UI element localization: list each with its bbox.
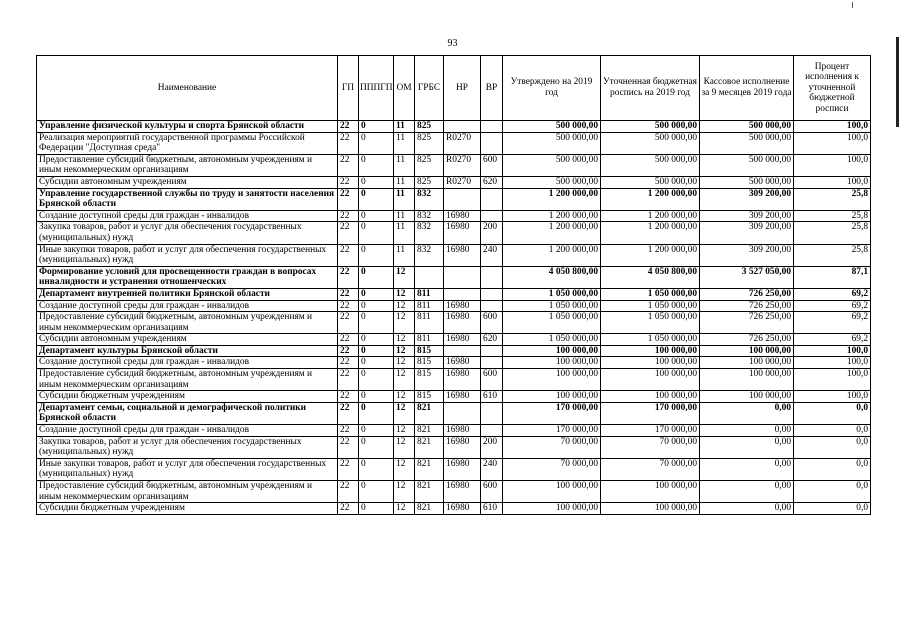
cell-pppgp: 0 — [359, 458, 394, 480]
table-row — [37, 402, 871, 424]
cell-refined: 1 050 000,00 — [601, 312, 700, 334]
cell-approved: 100 000,00 — [503, 481, 601, 503]
cell-vr: 620 — [481, 334, 503, 346]
cell-om: 11 — [394, 222, 415, 244]
cell-vr: 600 — [481, 369, 503, 391]
cell-om: 11 — [394, 210, 415, 222]
cell-refined: 500 000,00 — [601, 154, 700, 176]
cell-om: 12 — [394, 300, 415, 312]
cell-cash: 309 200,00 — [700, 210, 794, 222]
header-grbs: ГРБС — [415, 56, 444, 121]
cell-refined: 100 000,00 — [601, 481, 700, 503]
cell-gp: 22 — [338, 458, 359, 480]
cell-om: 11 — [394, 244, 415, 266]
cell-vr — [481, 425, 503, 437]
page-number: 93 — [447, 38, 458, 49]
cell-pppgp: 0 — [359, 402, 394, 424]
cell-refined: 1 200 000,00 — [601, 210, 700, 222]
cell-refined: 500 000,00 — [601, 121, 700, 133]
cell-cash: 726 250,00 — [700, 312, 794, 334]
cell-percent: 100,0 — [794, 345, 871, 357]
cell-grbs: 821 — [415, 481, 444, 503]
header-refined: Уточненная бюджетная роспись на 2019 год — [601, 56, 700, 121]
cell-approved: 1 050 000,00 — [503, 334, 601, 346]
cell-nr — [444, 121, 481, 133]
cell-refined: 70 000,00 — [601, 436, 700, 458]
cell-vr — [481, 300, 503, 312]
cell-percent: 0,0 — [794, 458, 871, 480]
cell-approved: 100 000,00 — [503, 357, 601, 369]
cell-pppgp: 0 — [359, 132, 394, 154]
cell-grbs — [415, 266, 444, 288]
cell-om: 11 — [394, 188, 415, 210]
cell-cash: 0,00 — [700, 425, 794, 437]
cell-om: 11 — [394, 132, 415, 154]
cell-name: Иные закупки товаров, работ и услуг для обеспечения государственных (муниципальных) нужд — [37, 244, 338, 266]
table-row — [37, 334, 871, 346]
table-row — [37, 244, 871, 266]
cell-cash: 500 000,00 — [700, 176, 794, 188]
cell-pppgp: 0 — [359, 176, 394, 188]
cell-nr — [444, 345, 481, 357]
table-row — [37, 132, 871, 154]
cell-vr — [481, 121, 503, 133]
cell-grbs: 811 — [415, 334, 444, 346]
cell-om: 12 — [394, 334, 415, 346]
cell-grbs: 832 — [415, 210, 444, 222]
cell-approved: 500 000,00 — [503, 121, 601, 133]
cell-approved: 500 000,00 — [503, 154, 601, 176]
cell-gp: 22 — [338, 121, 359, 133]
cell-nr: R0270 — [444, 176, 481, 188]
cell-approved: 170 000,00 — [503, 402, 601, 424]
cell-gp: 22 — [338, 402, 359, 424]
cell-percent: 0,0 — [794, 436, 871, 458]
cell-refined: 100 000,00 — [601, 345, 700, 357]
cell-om: 12 — [394, 288, 415, 300]
cell-pppgp: 0 — [359, 288, 394, 300]
cell-grbs: 832 — [415, 244, 444, 266]
cell-name: Реализация мероприятий государственной программы Российской Федерации "Доступная среда" — [37, 132, 338, 154]
cell-pppgp: 0 — [359, 154, 394, 176]
header-percent: Процент исполнения к уточненной бюджетной росписи — [794, 56, 871, 121]
cell-pppgp: 0 — [359, 357, 394, 369]
cell-approved: 500 000,00 — [503, 132, 601, 154]
cell-om: 12 — [394, 357, 415, 369]
cell-vr — [481, 288, 503, 300]
cell-name: Предоставление субсидий бюджетным, автономным учреждениям и иным некоммерческим организациям — [37, 369, 338, 391]
cell-gp: 22 — [338, 436, 359, 458]
cell-percent: 25,8 — [794, 210, 871, 222]
cell-nr — [444, 402, 481, 424]
cell-vr: 600 — [481, 481, 503, 503]
cell-grbs: 821 — [415, 402, 444, 424]
cell-om: 12 — [394, 312, 415, 334]
cell-percent: 69,2 — [794, 312, 871, 334]
cell-name: Предоставление субсидий бюджетным, автономным учреждениям и иным некоммерческим организациям — [37, 312, 338, 334]
cell-vr — [481, 132, 503, 154]
header-cash: Кассовое исполнение за 9 месяцев 2019 года — [700, 56, 794, 121]
cell-grbs: 815 — [415, 357, 444, 369]
cell-approved: 1 050 000,00 — [503, 288, 601, 300]
cell-pppgp: 0 — [359, 503, 394, 515]
cell-pppgp: 0 — [359, 425, 394, 437]
cell-approved: 500 000,00 — [503, 176, 601, 188]
cell-name: Закупка товаров, работ и услуг для обеспечения государственных (муниципальных) нужд — [37, 222, 338, 244]
table-body — [37, 121, 871, 515]
cell-grbs: 825 — [415, 132, 444, 154]
cell-gp: 22 — [338, 288, 359, 300]
cell-name: Управление государственной службы по труду и занятости населения Брянской области — [37, 188, 338, 210]
cell-pppgp: 0 — [359, 481, 394, 503]
cell-approved: 1 050 000,00 — [503, 312, 601, 334]
cell-percent: 25,8 — [794, 222, 871, 244]
cell-refined: 1 200 000,00 — [601, 188, 700, 210]
cell-name: Субсидии автономным учреждениям — [37, 176, 338, 188]
cell-om: 12 — [394, 458, 415, 480]
cell-name: Департамент внутренней политики Брянской области — [37, 288, 338, 300]
cell-grbs: 811 — [415, 288, 444, 300]
cell-nr: 16980 — [444, 503, 481, 515]
cell-nr: 16980 — [444, 369, 481, 391]
cell-cash: 0,00 — [700, 436, 794, 458]
cell-name: Создание доступной среды для граждан - инвалидов — [37, 357, 338, 369]
cell-grbs: 825 — [415, 176, 444, 188]
table-row — [37, 288, 871, 300]
cell-cash: 3 527 050,00 — [700, 266, 794, 288]
cell-vr: 240 — [481, 244, 503, 266]
cell-cash: 100 000,00 — [700, 345, 794, 357]
cell-approved: 170 000,00 — [503, 425, 601, 437]
cell-pppgp: 0 — [359, 188, 394, 210]
cell-name: Закупка товаров, работ и услуг для обеспечения государственных (муниципальных) нужд — [37, 436, 338, 458]
cell-nr: 16980 — [444, 391, 481, 403]
cell-approved: 1 200 000,00 — [503, 222, 601, 244]
cell-cash: 100 000,00 — [700, 369, 794, 391]
cell-name: Субсидии бюджетным учреждениям — [37, 391, 338, 403]
cell-percent: 0,0 — [794, 503, 871, 515]
cell-percent: 100,0 — [794, 391, 871, 403]
cell-gp: 22 — [338, 188, 359, 210]
cell-om: 12 — [394, 266, 415, 288]
cell-gp: 22 — [338, 300, 359, 312]
cell-grbs: 821 — [415, 458, 444, 480]
cell-approved: 100 000,00 — [503, 391, 601, 403]
cell-cash: 726 250,00 — [700, 300, 794, 312]
cell-cash: 726 250,00 — [700, 288, 794, 300]
cell-percent: 0,0 — [794, 402, 871, 424]
table-header-row — [37, 56, 871, 121]
cell-vr — [481, 345, 503, 357]
cell-nr: 16980 — [444, 210, 481, 222]
cell-refined: 1 200 000,00 — [601, 244, 700, 266]
cell-refined: 4 050 800,00 — [601, 266, 700, 288]
cell-gp: 22 — [338, 345, 359, 357]
cell-gp: 22 — [338, 369, 359, 391]
cell-refined: 100 000,00 — [601, 357, 700, 369]
cell-om: 12 — [394, 369, 415, 391]
cell-vr: 240 — [481, 458, 503, 480]
cell-cash: 0,00 — [700, 458, 794, 480]
header-gp: ГП — [338, 56, 359, 121]
cell-percent: 25,8 — [794, 244, 871, 266]
scan-tick-mark — [852, 2, 853, 8]
cell-nr: 16980 — [444, 458, 481, 480]
table-row — [37, 391, 871, 403]
cell-pppgp: 0 — [359, 210, 394, 222]
cell-refined: 70 000,00 — [601, 458, 700, 480]
cell-approved: 1 050 000,00 — [503, 300, 601, 312]
cell-grbs: 825 — [415, 154, 444, 176]
cell-refined: 1 050 000,00 — [601, 288, 700, 300]
cell-gp: 22 — [338, 210, 359, 222]
cell-nr: 16980 — [444, 222, 481, 244]
cell-vr: 600 — [481, 312, 503, 334]
cell-cash: 726 250,00 — [700, 334, 794, 346]
cell-pppgp: 0 — [359, 312, 394, 334]
cell-name: Иные закупки товаров, работ и услуг для обеспечения государственных (муниципальных) нужд — [37, 458, 338, 480]
cell-cash: 100 000,00 — [700, 357, 794, 369]
table-row — [37, 154, 871, 176]
table-row — [37, 425, 871, 437]
header-name: Наименование — [37, 56, 338, 121]
cell-refined: 1 200 000,00 — [601, 222, 700, 244]
cell-cash: 100 000,00 — [700, 391, 794, 403]
cell-nr: 16980 — [444, 300, 481, 312]
cell-percent: 0,0 — [794, 425, 871, 437]
cell-gp: 22 — [338, 154, 359, 176]
cell-name: Субсидии бюджетным учреждениям — [37, 503, 338, 515]
cell-nr — [444, 266, 481, 288]
cell-refined: 170 000,00 — [601, 402, 700, 424]
cell-percent: 100,0 — [794, 357, 871, 369]
cell-cash: 309 200,00 — [700, 188, 794, 210]
cell-approved: 100 000,00 — [503, 369, 601, 391]
cell-gp: 22 — [338, 425, 359, 437]
cell-om: 12 — [394, 425, 415, 437]
cell-percent: 100,0 — [794, 369, 871, 391]
cell-gp: 22 — [338, 244, 359, 266]
cell-vr: 620 — [481, 176, 503, 188]
cell-vr: 200 — [481, 222, 503, 244]
table-row — [37, 357, 871, 369]
cell-om: 11 — [394, 154, 415, 176]
table-row — [37, 369, 871, 391]
cell-nr: 16980 — [444, 357, 481, 369]
cell-percent: 69,2 — [794, 300, 871, 312]
cell-cash: 500 000,00 — [700, 132, 794, 154]
cell-approved: 1 200 000,00 — [503, 188, 601, 210]
cell-grbs: 811 — [415, 300, 444, 312]
table-row — [37, 121, 871, 133]
cell-gp: 22 — [338, 222, 359, 244]
cell-percent: 25,8 — [794, 188, 871, 210]
cell-gp: 22 — [338, 176, 359, 188]
header-approved: Утверждено на 2019 год — [503, 56, 601, 121]
table-row — [37, 345, 871, 357]
table-row — [37, 188, 871, 210]
cell-refined: 100 000,00 — [601, 503, 700, 515]
cell-grbs: 821 — [415, 436, 444, 458]
cell-approved: 100 000,00 — [503, 503, 601, 515]
cell-om: 12 — [394, 391, 415, 403]
cell-gp: 22 — [338, 357, 359, 369]
cell-refined: 100 000,00 — [601, 369, 700, 391]
cell-pppgp: 0 — [359, 222, 394, 244]
cell-name: Предоставление субсидий бюджетным, автономным учреждениям и иным некоммерческим организациям — [37, 154, 338, 176]
cell-approved: 1 200 000,00 — [503, 210, 601, 222]
cell-vr — [481, 402, 503, 424]
cell-pppgp: 0 — [359, 436, 394, 458]
cell-percent: 100,0 — [794, 132, 871, 154]
cell-om: 12 — [394, 436, 415, 458]
cell-nr: 16980 — [444, 334, 481, 346]
cell-name: Формирование условий для просвещенности граждан в вопросах инвалидности и устранения отношенческих — [37, 266, 338, 288]
cell-name: Предоставление субсидий бюджетным, автономным учреждениям и иным некоммерческим организациям — [37, 481, 338, 503]
cell-gp: 22 — [338, 334, 359, 346]
cell-gp: 22 — [338, 312, 359, 334]
cell-nr: 16980 — [444, 312, 481, 334]
cell-nr: R0270 — [444, 132, 481, 154]
cell-grbs: 815 — [415, 391, 444, 403]
table-row — [37, 481, 871, 503]
table-row — [37, 300, 871, 312]
cell-pppgp: 0 — [359, 244, 394, 266]
cell-grbs: 821 — [415, 425, 444, 437]
cell-percent: 100,0 — [794, 121, 871, 133]
cell-pppgp: 0 — [359, 266, 394, 288]
table-row — [37, 312, 871, 334]
cell-om: 12 — [394, 503, 415, 515]
cell-om: 12 — [394, 481, 415, 503]
cell-approved: 100 000,00 — [503, 345, 601, 357]
cell-grbs: 815 — [415, 345, 444, 357]
cell-gp: 22 — [338, 503, 359, 515]
cell-name: Департамент семьи, социальной и демографической политики Брянской области — [37, 402, 338, 424]
cell-cash: 500 000,00 — [700, 154, 794, 176]
header-nr: НР — [444, 56, 481, 121]
table-row — [37, 436, 871, 458]
budget-table — [36, 55, 871, 515]
cell-om: 11 — [394, 176, 415, 188]
cell-om: 12 — [394, 402, 415, 424]
cell-grbs: 821 — [415, 503, 444, 515]
cell-nr: R0270 — [444, 154, 481, 176]
cell-grbs: 832 — [415, 222, 444, 244]
cell-grbs: 825 — [415, 121, 444, 133]
cell-vr — [481, 210, 503, 222]
cell-name: Управление физической культуры и спорта Брянской области — [37, 121, 338, 133]
cell-pppgp: 0 — [359, 121, 394, 133]
header-pppgp: ПППГП — [359, 56, 394, 121]
table-row — [37, 503, 871, 515]
cell-refined: 170 000,00 — [601, 425, 700, 437]
cell-grbs: 815 — [415, 369, 444, 391]
cell-vr — [481, 266, 503, 288]
cell-vr — [481, 357, 503, 369]
cell-gp: 22 — [338, 481, 359, 503]
cell-nr: 16980 — [444, 436, 481, 458]
cell-vr: 600 — [481, 154, 503, 176]
cell-percent: 100,0 — [794, 154, 871, 176]
scan-edge-mark — [896, 37, 899, 127]
cell-approved: 70 000,00 — [503, 458, 601, 480]
cell-percent: 87,1 — [794, 266, 871, 288]
cell-nr — [444, 188, 481, 210]
cell-cash: 500 000,00 — [700, 121, 794, 133]
cell-vr — [481, 188, 503, 210]
cell-nr: 16980 — [444, 425, 481, 437]
cell-approved: 1 200 000,00 — [503, 244, 601, 266]
cell-pppgp: 0 — [359, 391, 394, 403]
cell-grbs: 811 — [415, 312, 444, 334]
cell-name: Создание доступной среды для граждан - инвалидов — [37, 210, 338, 222]
cell-approved: 4 050 800,00 — [503, 266, 601, 288]
cell-percent: 100,0 — [794, 176, 871, 188]
cell-refined: 500 000,00 — [601, 176, 700, 188]
cell-om: 11 — [394, 121, 415, 133]
cell-refined: 1 050 000,00 — [601, 334, 700, 346]
cell-refined: 1 050 000,00 — [601, 300, 700, 312]
cell-percent: 0,0 — [794, 481, 871, 503]
table-row — [37, 176, 871, 188]
cell-cash: 0,00 — [700, 402, 794, 424]
cell-nr: 16980 — [444, 244, 481, 266]
cell-name: Субсидии автономным учреждениям — [37, 334, 338, 346]
table-row — [37, 266, 871, 288]
cell-vr: 610 — [481, 391, 503, 403]
cell-vr: 610 — [481, 503, 503, 515]
cell-grbs: 832 — [415, 188, 444, 210]
cell-pppgp: 0 — [359, 334, 394, 346]
cell-pppgp: 0 — [359, 345, 394, 357]
cell-percent: 69,2 — [794, 288, 871, 300]
cell-name: Создание доступной среды для граждан - инвалидов — [37, 300, 338, 312]
cell-name: Департамент культуры Брянской области — [37, 345, 338, 357]
cell-name: Создание доступной среды для граждан - инвалидов — [37, 425, 338, 437]
cell-cash: 309 200,00 — [700, 222, 794, 244]
header-vr: ВР — [481, 56, 503, 121]
cell-refined: 500 000,00 — [601, 132, 700, 154]
table-row — [37, 210, 871, 222]
cell-cash: 0,00 — [700, 481, 794, 503]
table-row — [37, 222, 871, 244]
header-om: ОМ — [394, 56, 415, 121]
cell-nr: 16980 — [444, 481, 481, 503]
table-row — [37, 458, 871, 480]
cell-approved: 70 000,00 — [503, 436, 601, 458]
cell-gp: 22 — [338, 132, 359, 154]
cell-refined: 100 000,00 — [601, 391, 700, 403]
cell-pppgp: 0 — [359, 300, 394, 312]
cell-pppgp: 0 — [359, 369, 394, 391]
cell-gp: 22 — [338, 391, 359, 403]
cell-gp: 22 — [338, 266, 359, 288]
cell-om: 12 — [394, 345, 415, 357]
cell-cash: 309 200,00 — [700, 244, 794, 266]
cell-cash: 0,00 — [700, 503, 794, 515]
cell-percent: 69,2 — [794, 334, 871, 346]
cell-vr: 200 — [481, 436, 503, 458]
cell-nr — [444, 288, 481, 300]
